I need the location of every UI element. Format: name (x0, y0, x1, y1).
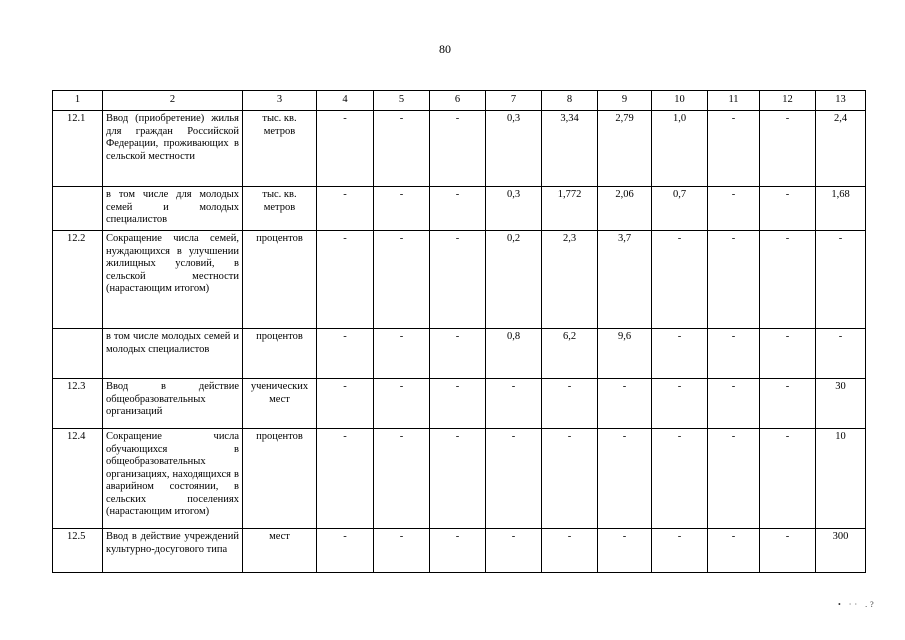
row-value: 1,68 (816, 187, 866, 231)
row-value: - (430, 231, 486, 329)
row-value: 300 (816, 529, 866, 573)
row-value: - (708, 429, 760, 529)
row-value: - (760, 529, 816, 573)
row-value: 0,7 (652, 187, 708, 231)
row-unit: тыс. кв. метров (243, 187, 317, 231)
column-header: 12 (760, 91, 816, 111)
table-row (53, 529, 866, 573)
column-header: 10 (652, 91, 708, 111)
row-value: - (816, 329, 866, 379)
row-value: - (374, 429, 430, 529)
row-value: - (652, 231, 708, 329)
row-value: - (598, 529, 652, 573)
row-number (53, 329, 103, 379)
column-header: 8 (542, 91, 598, 111)
row-value: - (317, 429, 374, 529)
row-value: - (486, 379, 542, 429)
row-value: 3,7 (598, 231, 652, 329)
row-value: 1,772 (542, 187, 598, 231)
row-value: - (708, 187, 760, 231)
row-value: - (598, 429, 652, 529)
column-header: 1 (53, 91, 103, 111)
row-value: - (317, 379, 374, 429)
row-description: Ввод в действие общеобразовательных организаций (103, 379, 243, 429)
row-value: - (760, 329, 816, 379)
row-value: - (430, 429, 486, 529)
row-value: - (760, 187, 816, 231)
column-header: 9 (598, 91, 652, 111)
row-value: - (760, 111, 816, 187)
row-value: - (374, 529, 430, 573)
row-unit: мест (243, 529, 317, 573)
row-value: - (542, 379, 598, 429)
row-value: - (708, 529, 760, 573)
row-value: - (430, 111, 486, 187)
row-value: - (374, 329, 430, 379)
row-unit: процентов (243, 429, 317, 529)
row-value: 30 (816, 379, 866, 429)
row-unit: процентов (243, 329, 317, 379)
row-description: Ввод (приобретение) жилья для граждан Российской Федерации, проживающих в сельской местности (103, 111, 243, 187)
row-value: - (708, 111, 760, 187)
row-value: - (430, 529, 486, 573)
row-value: - (542, 529, 598, 573)
row-value: 10 (816, 429, 866, 529)
row-value: - (317, 329, 374, 379)
row-number (53, 187, 103, 231)
row-value: - (430, 187, 486, 231)
row-value: 0,8 (486, 329, 542, 379)
column-header: 3 (243, 91, 317, 111)
column-header: 13 (816, 91, 866, 111)
row-value: - (708, 329, 760, 379)
row-number: 12.2 (53, 231, 103, 329)
row-value: - (486, 529, 542, 573)
row-value: - (374, 231, 430, 329)
row-value: 2,06 (598, 187, 652, 231)
row-value: 1,0 (652, 111, 708, 187)
column-header: 5 (374, 91, 430, 111)
table-row (53, 231, 866, 329)
row-value: - (708, 231, 760, 329)
row-value: 2,79 (598, 111, 652, 187)
column-header: 7 (486, 91, 542, 111)
page-footer-mark: • ·· .? (838, 600, 877, 609)
row-unit: ученических мест (243, 379, 317, 429)
column-header: 2 (103, 91, 243, 111)
row-description: Ввод в действие учреждений культурно-досугового типа (103, 529, 243, 573)
row-value: - (486, 429, 542, 529)
table-row (53, 429, 866, 529)
row-value: 0,3 (486, 187, 542, 231)
row-value: - (317, 529, 374, 573)
row-unit: процентов (243, 231, 317, 329)
row-value: 6,2 (542, 329, 598, 379)
table-row (53, 379, 866, 429)
row-value: - (652, 379, 708, 429)
row-value: - (374, 187, 430, 231)
row-value: - (317, 187, 374, 231)
table-row (53, 187, 866, 231)
table-row (53, 111, 866, 187)
row-number: 12.3 (53, 379, 103, 429)
row-value: - (317, 111, 374, 187)
column-header: 11 (708, 91, 760, 111)
row-value: 2,3 (542, 231, 598, 329)
row-value: 3,34 (542, 111, 598, 187)
row-value: - (542, 429, 598, 529)
indicators-table (52, 90, 866, 573)
page-number: 80 (439, 42, 451, 56)
row-value: - (374, 111, 430, 187)
row-value: - (652, 529, 708, 573)
table-row (53, 329, 866, 379)
row-value: - (430, 379, 486, 429)
row-description: в том числе для молодых семей и молодых специалистов (103, 187, 243, 231)
row-value: 0,2 (486, 231, 542, 329)
row-description: Сокращение числа обучающихся в общеобразовательных организациях, находящихся в аварийном состоянии, в сельских поселениях (нарастающим итогом) (103, 429, 243, 529)
row-number: 12.1 (53, 111, 103, 187)
table-header-row (53, 91, 866, 111)
row-value: - (760, 379, 816, 429)
row-number: 12.5 (53, 529, 103, 573)
row-value: 2,4 (816, 111, 866, 187)
row-value: - (317, 231, 374, 329)
row-value: - (652, 329, 708, 379)
row-value: - (760, 429, 816, 529)
row-description: Сокращение числа семей, нуждающихся в улучшении жилищных условий, в сельской местности (нарастающим итогом) (103, 231, 243, 329)
row-value: 9,6 (598, 329, 652, 379)
column-header: 6 (430, 91, 486, 111)
row-value: - (652, 429, 708, 529)
row-value: - (374, 379, 430, 429)
row-value: - (598, 379, 652, 429)
column-header: 4 (317, 91, 374, 111)
row-description: в том числе молодых семей и молодых специалистов (103, 329, 243, 379)
row-value: - (708, 379, 760, 429)
row-unit: тыс. кв. метров (243, 111, 317, 187)
row-value: 0,3 (486, 111, 542, 187)
row-value: - (816, 231, 866, 329)
row-value: - (760, 231, 816, 329)
row-number: 12.4 (53, 429, 103, 529)
row-value: - (430, 329, 486, 379)
